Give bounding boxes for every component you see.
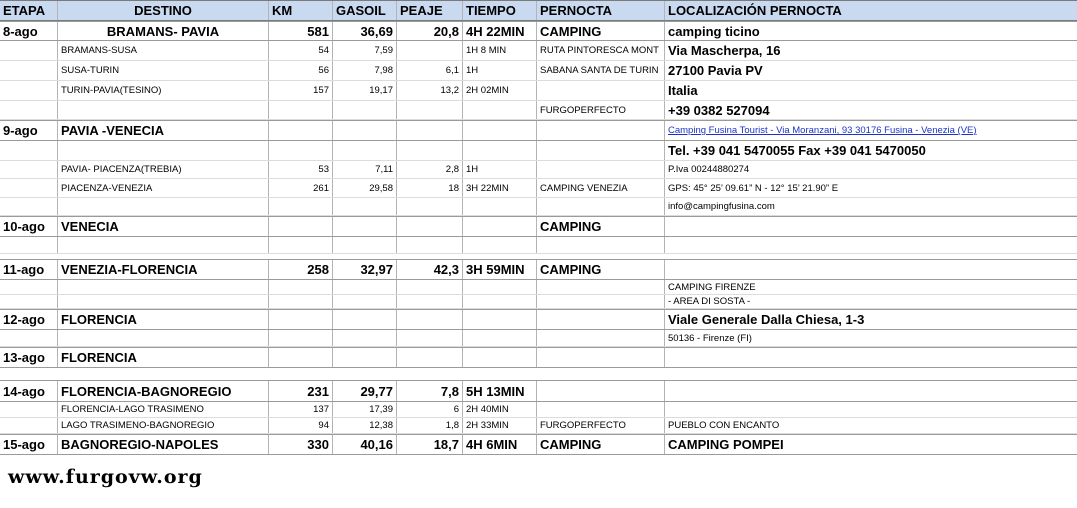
- cell-km[interactable]: 53: [269, 161, 333, 178]
- cell-etapa[interactable]: [0, 41, 58, 60]
- table-row: [0, 237, 1077, 254]
- cell-pernocta[interactable]: [537, 402, 665, 417]
- cell-destino[interactable]: PAVIA -VENECIA: [58, 121, 269, 140]
- cell-etapa[interactable]: [0, 141, 58, 160]
- cell-gasoil[interactable]: [333, 141, 397, 160]
- cell-destino[interactable]: [58, 101, 269, 119]
- cell-tiempo[interactable]: [463, 141, 537, 160]
- cell-pernocta[interactable]: [537, 81, 665, 100]
- cell-etapa[interactable]: [0, 161, 58, 178]
- table-body: [0, 21, 1077, 455]
- cell-localizacion[interactable]: PUEBLO CON ENCANTO: [668, 420, 780, 431]
- cell-peaje[interactable]: [397, 217, 463, 236]
- cell-destino[interactable]: TURIN-PAVIA(TESINO): [58, 81, 269, 100]
- cell-localizacion[interactable]: CAMPING FIRENZE: [668, 281, 756, 293]
- cell-localizacion[interactable]: [665, 348, 1077, 367]
- cell-etapa[interactable]: [0, 101, 58, 119]
- cell-gasoil[interactable]: 7,59: [333, 41, 397, 60]
- cell-destino[interactable]: PIACENZA-VENEZIA: [58, 179, 269, 197]
- table-row: [0, 21, 1077, 41]
- cell-etapa[interactable]: [0, 330, 58, 346]
- cell-tiempo[interactable]: 4H 6MIN: [463, 435, 537, 454]
- cell-peaje[interactable]: 1,8: [397, 418, 463, 433]
- cell-km[interactable]: 330: [269, 435, 333, 454]
- cell-pernocta[interactable]: CAMPING: [537, 22, 665, 40]
- cell-tiempo[interactable]: 5H 13MIN: [463, 381, 537, 401]
- cell-etapa[interactable]: [0, 81, 58, 100]
- cell-pernocta[interactable]: [537, 237, 665, 253]
- cell-tiempo[interactable]: 1H: [463, 61, 537, 80]
- cell-km[interactable]: [269, 141, 333, 160]
- cell-etapa[interactable]: [0, 295, 58, 308]
- cell-destino[interactable]: FLORENCIA-BAGNOREGIO: [58, 381, 269, 401]
- cell-km[interactable]: [269, 280, 333, 294]
- cell-localizacion[interactable]: Italia: [668, 83, 698, 98]
- table-row: [0, 280, 1077, 295]
- cell-km[interactable]: 94: [269, 418, 333, 433]
- cell-destino[interactable]: VENECIA: [58, 217, 269, 236]
- cell-localizacion[interactable]: 50136 - Firenze (FI): [668, 332, 752, 344]
- cell-km[interactable]: [269, 330, 333, 346]
- cell-gasoil[interactable]: [333, 121, 397, 140]
- table-row: [0, 198, 1077, 216]
- cell-destino[interactable]: [58, 198, 269, 215]
- cell-localizacion[interactable]: P.Iva 00244880274: [668, 164, 750, 175]
- cell-tiempo[interactable]: [463, 198, 537, 215]
- cell-km[interactable]: 157: [269, 81, 333, 100]
- cell-destino[interactable]: [58, 141, 269, 160]
- cell-pernocta[interactable]: CAMPING VENEZIA: [537, 179, 665, 197]
- cell-peaje[interactable]: [397, 237, 463, 253]
- cell-gasoil[interactable]: 19,17: [333, 81, 397, 100]
- cell-km[interactable]: 231: [269, 381, 333, 401]
- cell-etapa[interactable]: 10-ago: [0, 217, 58, 236]
- watermark: www.furgovw.org: [8, 466, 203, 488]
- cell-etapa[interactable]: [0, 237, 58, 253]
- header-row: [0, 0, 1077, 21]
- table-row: [0, 309, 1077, 330]
- cell-destino[interactable]: PAVIA- PIACENZA(TREBIA): [58, 161, 269, 178]
- cell-destino[interactable]: [58, 280, 269, 294]
- cell-pernocta[interactable]: [537, 161, 665, 178]
- cell-localizacion[interactable]: [665, 402, 1077, 417]
- table-row: [0, 330, 1077, 347]
- cell-tiempo[interactable]: [463, 348, 537, 367]
- cell-km[interactable]: [269, 237, 333, 253]
- cell-gasoil[interactable]: 7,11: [333, 161, 397, 178]
- cell-tiempo[interactable]: 4H 22MIN: [463, 22, 537, 40]
- table-row: [0, 434, 1077, 455]
- cell-tiempo[interactable]: 3H 22MIN: [463, 179, 537, 197]
- cell-destino[interactable]: FLORENCIA: [58, 310, 269, 329]
- cell-localizacion[interactable]: [665, 260, 1077, 279]
- table-row: [0, 120, 1077, 141]
- cell-pernocta[interactable]: FURGOPERFECTO: [537, 418, 665, 433]
- cell-peaje[interactable]: [397, 198, 463, 215]
- cell-destino[interactable]: BRAMANS-SUSA: [58, 41, 269, 60]
- cell-peaje[interactable]: [397, 141, 463, 160]
- cell-tiempo[interactable]: 3H 59MIN: [463, 260, 537, 279]
- cell-pernocta[interactable]: [537, 381, 665, 401]
- cell-gasoil[interactable]: [333, 198, 397, 215]
- cell-peaje[interactable]: [397, 330, 463, 346]
- cell-tiempo[interactable]: [463, 280, 537, 294]
- cell-km[interactable]: [269, 295, 333, 308]
- cell-km[interactable]: 258: [269, 260, 333, 279]
- cell-etapa[interactable]: 8-ago: [0, 22, 58, 40]
- cell-etapa[interactable]: 13-ago: [0, 348, 58, 367]
- cell-tiempo[interactable]: [463, 217, 537, 236]
- cell-gasoil[interactable]: [333, 237, 397, 253]
- cell-km[interactable]: 261: [269, 179, 333, 197]
- table-row: [0, 295, 1077, 309]
- cell-peaje[interactable]: 6: [397, 402, 463, 417]
- cell-peaje[interactable]: [397, 101, 463, 119]
- cell-pernocta[interactable]: [537, 295, 665, 308]
- cell-peaje[interactable]: 6,1: [397, 61, 463, 80]
- cell-localizacion[interactable]: camping ticino: [668, 23, 760, 39]
- cell-destino[interactable]: [58, 237, 269, 253]
- table-row: [0, 380, 1077, 402]
- cell-tiempo[interactable]: [463, 310, 537, 329]
- header-gasoil[interactable]: GASOIL: [333, 1, 397, 20]
- cell-gasoil[interactable]: [333, 330, 397, 346]
- cell-gasoil[interactable]: [333, 280, 397, 294]
- cell-localizacion[interactable]: Camping Fusina Tourist - Via Moranzani, 93 30176 Fusina - Venezia (VE): [668, 125, 977, 136]
- table-row: [0, 179, 1077, 198]
- cell-tiempo[interactable]: 2H 02MIN: [463, 81, 537, 100]
- cell-localizacion[interactable]: [665, 381, 1077, 401]
- cell-gasoil[interactable]: 36,69: [333, 22, 397, 40]
- cell-pernocta[interactable]: [537, 310, 665, 329]
- table-row: [0, 347, 1077, 368]
- cell-destino[interactable]: [58, 295, 269, 308]
- cell-pernocta[interactable]: [537, 280, 665, 294]
- cell-tiempo[interactable]: [463, 101, 537, 119]
- cell-gasoil[interactable]: 12,38: [333, 418, 397, 433]
- cell-etapa[interactable]: [0, 402, 58, 417]
- table-row: [0, 216, 1077, 237]
- header-destino[interactable]: DESTINO: [58, 1, 269, 20]
- cell-pernocta[interactable]: RUTA PINTORESCA MONT: [537, 41, 665, 60]
- cell-localizacion[interactable]: Tel. +39 041 5470055 Fax +39 041 5470050: [668, 143, 926, 158]
- header-etapa[interactable]: ETAPA: [0, 1, 58, 20]
- cell-km[interactable]: [269, 121, 333, 140]
- cell-peaje[interactable]: [397, 310, 463, 329]
- cell-peaje[interactable]: 18,7: [397, 435, 463, 454]
- cell-km[interactable]: [269, 101, 333, 119]
- cell-etapa[interactable]: [0, 61, 58, 80]
- cell-gasoil[interactable]: 29,58: [333, 179, 397, 197]
- cell-gasoil[interactable]: [333, 295, 397, 308]
- table-row: [0, 81, 1077, 101]
- cell-gasoil[interactable]: [333, 310, 397, 329]
- cell-etapa[interactable]: 9-ago: [0, 121, 58, 140]
- cell-destino[interactable]: SUSA-TURIN: [58, 61, 269, 80]
- cell-etapa[interactable]: [0, 179, 58, 197]
- cell-gasoil[interactable]: 32,97: [333, 260, 397, 279]
- cell-gasoil[interactable]: 29,77: [333, 381, 397, 401]
- cell-gasoil[interactable]: 7,98: [333, 61, 397, 80]
- cell-pernocta[interactable]: CAMPING: [537, 435, 665, 454]
- table-row: [0, 101, 1077, 120]
- cell-pernocta[interactable]: [537, 141, 665, 160]
- cell-localizacion[interactable]: info@campingfusina.com: [668, 201, 775, 212]
- cell-destino[interactable]: VENEZIA-FLORENCIA: [58, 260, 269, 279]
- cell-localizacion[interactable]: GPS: 45° 25’ 09.61” N - 12° 15’ 21.90” E: [668, 182, 839, 194]
- cell-km[interactable]: [269, 217, 333, 236]
- cell-tiempo[interactable]: [463, 330, 537, 346]
- cell-tiempo[interactable]: 1H 8 MIN: [463, 41, 537, 60]
- cell-localizacion[interactable]: Via Mascherpa, 16: [668, 43, 781, 58]
- table-row: [0, 259, 1077, 280]
- cell-destino[interactable]: BRAMANS- PAVIA: [58, 22, 269, 40]
- cell-pernocta[interactable]: FURGOPERFECTO: [537, 101, 665, 119]
- cell-km[interactable]: [269, 198, 333, 215]
- cell-etapa[interactable]: 11-ago: [0, 260, 58, 279]
- header-localizacion[interactable]: LOCALIZACIÓN PERNOCTA: [668, 3, 842, 18]
- cell-peaje[interactable]: 7,8: [397, 381, 463, 401]
- cell-etapa[interactable]: [0, 198, 58, 215]
- cell-localizacion[interactable]: - AREA DI SOSTA -: [668, 296, 751, 307]
- header-km[interactable]: KM: [269, 1, 333, 20]
- cell-pernocta[interactable]: [537, 198, 665, 215]
- header-peaje[interactable]: PEAJE: [397, 1, 463, 20]
- table-row: [0, 418, 1077, 434]
- cell-km[interactable]: 581: [269, 22, 333, 40]
- cell-gasoil[interactable]: [333, 101, 397, 119]
- cell-localizacion[interactable]: [665, 237, 1077, 253]
- cell-km[interactable]: 54: [269, 41, 333, 60]
- cell-pernocta[interactable]: SABANA SANTA DE TURIN: [537, 61, 665, 80]
- cell-pernocta[interactable]: [537, 348, 665, 367]
- cell-localizacion[interactable]: CAMPING POMPEI: [668, 437, 784, 452]
- cell-km[interactable]: [269, 310, 333, 329]
- cell-gasoil[interactable]: 40,16: [333, 435, 397, 454]
- table-row: [0, 141, 1077, 161]
- cell-localizacion[interactable]: +39 0382 527094: [668, 102, 770, 118]
- cell-tiempo[interactable]: 2H 33MIN: [463, 418, 537, 433]
- cell-tiempo[interactable]: [463, 295, 537, 308]
- cell-peaje[interactable]: [397, 121, 463, 140]
- cell-etapa[interactable]: 15-ago: [0, 435, 58, 454]
- table-row: [0, 41, 1077, 61]
- cell-destino[interactable]: FLORENCIA: [58, 348, 269, 367]
- cell-gasoil[interactable]: [333, 217, 397, 236]
- cell-peaje[interactable]: [397, 41, 463, 60]
- cell-peaje[interactable]: 2,8: [397, 161, 463, 178]
- cell-pernocta[interactable]: CAMPING: [537, 260, 665, 279]
- cell-destino[interactable]: [58, 330, 269, 346]
- cell-peaje[interactable]: [397, 295, 463, 308]
- cell-pernocta[interactable]: [537, 330, 665, 346]
- cell-etapa[interactable]: [0, 280, 58, 294]
- cell-peaje[interactable]: 18: [397, 179, 463, 197]
- cell-peaje[interactable]: 20,8: [397, 22, 463, 40]
- cell-tiempo[interactable]: [463, 237, 537, 253]
- cell-tiempo[interactable]: 2H 40MIN: [463, 402, 537, 417]
- cell-localizacion[interactable]: 27100 Pavia PV: [668, 63, 763, 78]
- table-row: [0, 161, 1077, 179]
- cell-km[interactable]: 137: [269, 402, 333, 417]
- cell-destino[interactable]: LAGO TRASIMENO-BAGNOREGIO: [58, 418, 269, 433]
- cell-peaje[interactable]: [397, 348, 463, 367]
- cell-gasoil[interactable]: 17,39: [333, 402, 397, 417]
- cell-localizacion[interactable]: [665, 217, 1077, 236]
- header-pernocta[interactable]: PERNOCTA: [537, 1, 665, 20]
- cell-etapa[interactable]: 14-ago: [0, 381, 58, 401]
- cell-localizacion[interactable]: Viale Generale Dalla Chiesa, 1-3: [668, 312, 865, 327]
- cell-tiempo[interactable]: [463, 121, 537, 140]
- cell-peaje[interactable]: 42,3: [397, 260, 463, 279]
- cell-gasoil[interactable]: [333, 348, 397, 367]
- cell-destino[interactable]: BAGNOREGIO-NAPOLES: [58, 435, 269, 454]
- cell-peaje[interactable]: 13,2: [397, 81, 463, 100]
- table-row: [0, 61, 1077, 81]
- cell-etapa[interactable]: [0, 418, 58, 433]
- cell-km[interactable]: 56: [269, 61, 333, 80]
- header-tiempo[interactable]: TIEMPO: [463, 1, 537, 20]
- cell-tiempo[interactable]: 1H: [463, 161, 537, 178]
- cell-etapa[interactable]: 12-ago: [0, 310, 58, 329]
- cell-pernocta[interactable]: [537, 121, 665, 140]
- table-row: [0, 402, 1077, 418]
- cell-peaje[interactable]: [397, 280, 463, 294]
- cell-destino[interactable]: FLORENCIA-LAGO TRASIMENO: [58, 402, 269, 417]
- cell-pernocta[interactable]: CAMPING: [537, 217, 665, 236]
- cell-km[interactable]: [269, 348, 333, 367]
